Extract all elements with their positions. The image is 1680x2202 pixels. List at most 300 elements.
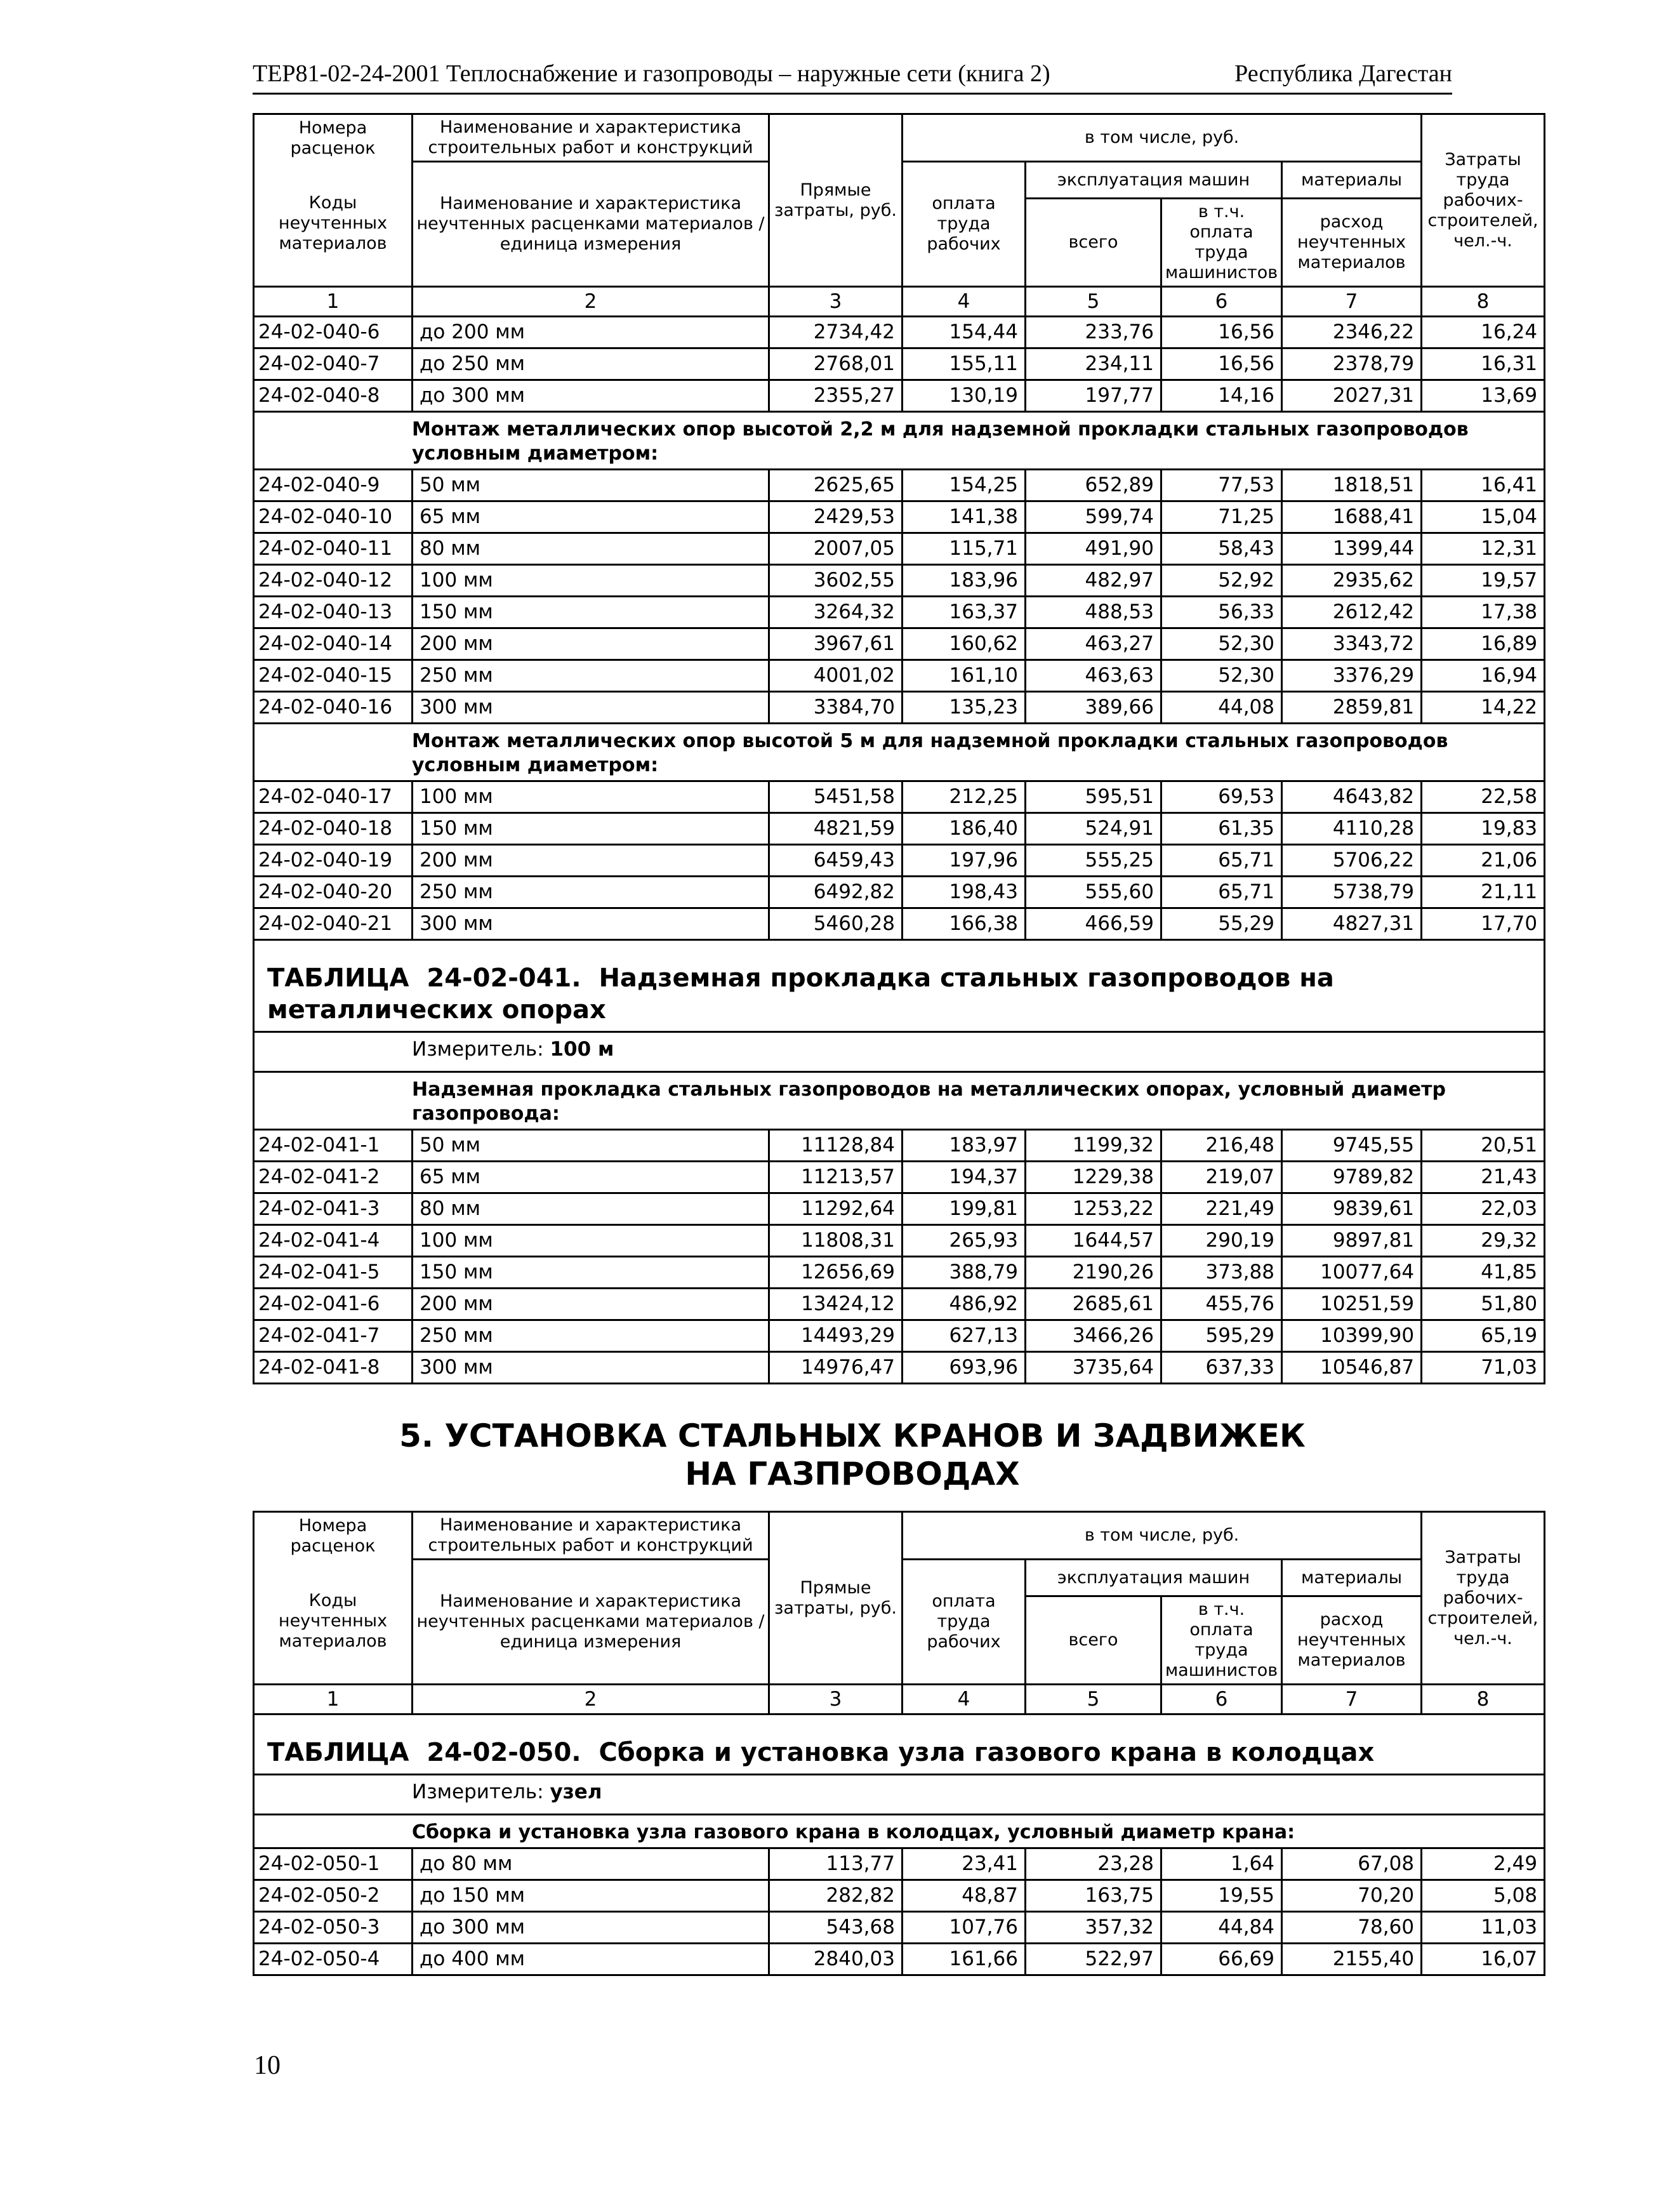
column-number: 4 <box>903 287 1026 317</box>
machines-total: 466,59 <box>1026 908 1161 940</box>
materials-cost: 4827,31 <box>1282 908 1422 940</box>
unit-label: Измеритель: <box>412 1038 544 1061</box>
machines-total: 2685,61 <box>1026 1289 1161 1320</box>
machines-total: 3735,64 <box>1026 1352 1161 1384</box>
machinist-wages: 455,76 <box>1161 1289 1282 1320</box>
column-number: 4 <box>903 1685 1026 1715</box>
table-row <box>254 1912 1545 1944</box>
work-description: 50 мм <box>413 1130 769 1162</box>
materials-cost: 9897,81 <box>1282 1225 1422 1257</box>
machines-total: 197,77 <box>1026 380 1161 412</box>
rate-code: 24-02-040-10 <box>254 501 413 533</box>
machinist-wages: 58,43 <box>1161 533 1282 565</box>
table-label: ТАБЛИЦА <box>267 1738 409 1767</box>
machinist-wages: 373,88 <box>1161 1257 1282 1289</box>
direct-costs: 2768,01 <box>769 348 903 380</box>
labor-wages: 48,87 <box>903 1880 1026 1912</box>
materials-cost: 10251,59 <box>1282 1289 1422 1320</box>
rate-code: 24-02-041-7 <box>254 1320 413 1352</box>
labor-hours: 5,08 <box>1422 1880 1545 1912</box>
rate-code: 24-02-041-2 <box>254 1162 413 1193</box>
table-row <box>254 1289 1545 1320</box>
unit-row <box>254 1032 1545 1072</box>
chapter-title-line: 5. УСТАНОВКА СТАЛЬНЫХ КРАНОВ И ЗАДВИЖЕК <box>399 1417 1306 1454</box>
table-row <box>254 317 1545 348</box>
labor-hours: 14,22 <box>1422 692 1545 724</box>
labor-hours: 51,80 <box>1422 1289 1545 1320</box>
rate-code: 24-02-040-12 <box>254 565 413 597</box>
direct-costs: 5460,28 <box>769 908 903 940</box>
column-number-row <box>254 1685 1545 1715</box>
rate-code: 24-02-040-20 <box>254 877 413 908</box>
col8-header: Затраты труда рабочих-строителей, чел.-ч. <box>1422 1512 1545 1685</box>
labor-hours: 20,51 <box>1422 1130 1545 1162</box>
col1-top-header: Номера расценок <box>254 114 413 162</box>
column-number: 8 <box>1422 287 1545 317</box>
machinist-wages: 55,29 <box>1161 908 1282 940</box>
rate-code: 24-02-050-1 <box>254 1848 413 1880</box>
work-description: 100 мм <box>413 565 769 597</box>
direct-costs: 13424,12 <box>769 1289 903 1320</box>
work-description: 80 мм <box>413 1193 769 1225</box>
labor-wages: 194,37 <box>903 1162 1026 1193</box>
table041-rows <box>254 1130 1545 1384</box>
table-title-row <box>254 1715 1545 1775</box>
rates-table-050 <box>253 1511 1545 1976</box>
rate-code: 24-02-040-14 <box>254 628 413 660</box>
work-description: 150 мм <box>413 813 769 845</box>
direct-costs: 6492,82 <box>769 877 903 908</box>
machinist-wages: 44,84 <box>1161 1912 1282 1944</box>
table050-rows <box>254 1848 1545 1975</box>
including-header: в том числе, руб. <box>903 114 1422 162</box>
labor-hours: 21,43 <box>1422 1162 1545 1193</box>
rate-code: 24-02-040-21 <box>254 908 413 940</box>
work-description: 250 мм <box>413 877 769 908</box>
table-title-row <box>254 940 1545 1032</box>
column-number: 7 <box>1282 1685 1422 1715</box>
unit-text <box>254 1775 1545 1815</box>
col5-header: всего <box>1026 1596 1161 1685</box>
col8-header: Затраты труда рабочих-строителей, чел.-ч. <box>1422 114 1545 287</box>
materials-cost: 5738,79 <box>1282 877 1422 908</box>
rate-code: 24-02-040-15 <box>254 660 413 692</box>
machines-total: 599,74 <box>1026 501 1161 533</box>
direct-costs: 2429,53 <box>769 501 903 533</box>
machines-total: 555,25 <box>1026 845 1161 877</box>
labor-hours: 17,38 <box>1422 597 1545 628</box>
column-number-row <box>254 287 1545 317</box>
labor-wages: 265,93 <box>903 1225 1026 1257</box>
direct-costs: 2355,27 <box>769 380 903 412</box>
running-header <box>253 55 1452 95</box>
col5-header: всего <box>1026 199 1161 287</box>
rate-code: 24-02-041-8 <box>254 1352 413 1384</box>
labor-wages: 627,13 <box>903 1320 1026 1352</box>
machines-total: 357,32 <box>1026 1912 1161 1944</box>
column-number: 5 <box>1026 287 1161 317</box>
column-number: 1 <box>254 287 413 317</box>
section-heading-text: Монтаж металлических опор высотой 5 м для надземной прокладки стальных газопроводов условным диаметром: <box>254 724 1545 781</box>
machines-total: 482,97 <box>1026 565 1161 597</box>
machines-total: 463,27 <box>1026 628 1161 660</box>
column-number: 8 <box>1422 1685 1545 1715</box>
machinist-wages: 65,71 <box>1161 845 1282 877</box>
table-row <box>254 692 1545 724</box>
work-description: 300 мм <box>413 1352 769 1384</box>
col3-header: Прямые затраты, руб. <box>769 114 903 287</box>
rate-code: 24-02-041-3 <box>254 1193 413 1225</box>
rate-code: 24-02-041-6 <box>254 1289 413 1320</box>
direct-costs: 3602,55 <box>769 565 903 597</box>
labor-hours: 17,70 <box>1422 908 1545 940</box>
labor-hours: 16,94 <box>1422 660 1545 692</box>
labor-wages: 183,97 <box>903 1130 1026 1162</box>
machines-total: 555,60 <box>1026 877 1161 908</box>
section-heading <box>254 724 1545 781</box>
unit-label: Измеритель: <box>412 1781 544 1803</box>
work-description: 65 мм <box>413 501 769 533</box>
machinist-wages: 66,69 <box>1161 1944 1282 1975</box>
machines-total: 522,97 <box>1026 1944 1161 1975</box>
machines-total: 491,90 <box>1026 533 1161 565</box>
labor-wages: 115,71 <box>903 533 1026 565</box>
labor-hours: 2,49 <box>1422 1848 1545 1880</box>
materials-cost: 9745,55 <box>1282 1130 1422 1162</box>
materials-cost: 1399,44 <box>1282 533 1422 565</box>
labor-hours: 12,31 <box>1422 533 1545 565</box>
work-description: до 250 мм <box>413 348 769 380</box>
table-row <box>254 1880 1545 1912</box>
machinist-wages: 61,35 <box>1161 813 1282 845</box>
rate-code: 24-02-040-9 <box>254 470 413 501</box>
materials-cost: 2859,81 <box>1282 692 1422 724</box>
direct-costs: 2007,05 <box>769 533 903 565</box>
rate-code: 24-02-040-6 <box>254 317 413 348</box>
labor-hours: 22,58 <box>1422 781 1545 813</box>
direct-costs: 11808,31 <box>769 1225 903 1257</box>
labor-wages: 388,79 <box>903 1257 1026 1289</box>
machines-total: 1644,57 <box>1026 1225 1161 1257</box>
materials-cost: 5706,22 <box>1282 845 1422 877</box>
column-number: 6 <box>1161 287 1282 317</box>
labor-wages: 107,76 <box>903 1912 1026 1944</box>
table-row <box>254 1944 1545 1975</box>
unit-value: узел <box>550 1781 602 1803</box>
table-title <box>254 1715 1545 1775</box>
machinist-wages: 16,56 <box>1161 348 1282 380</box>
machinist-wages: 595,29 <box>1161 1320 1282 1352</box>
work-description: до 80 мм <box>413 1848 769 1880</box>
labor-hours: 13,69 <box>1422 380 1545 412</box>
direct-costs: 3967,61 <box>769 628 903 660</box>
machines-header: эксплуатация машин <box>1026 162 1282 199</box>
table-row <box>254 1320 1545 1352</box>
labor-hours: 22,03 <box>1422 1193 1545 1225</box>
materials-cost: 10077,64 <box>1282 1257 1422 1289</box>
machines-total: 652,89 <box>1026 470 1161 501</box>
labor-hours: 16,24 <box>1422 317 1545 348</box>
machinist-wages: 56,33 <box>1161 597 1282 628</box>
direct-costs: 4821,59 <box>769 813 903 845</box>
work-description: 65 мм <box>413 1162 769 1193</box>
rate-code: 24-02-040-13 <box>254 597 413 628</box>
col1-bottom-header: Коды неучтенных материалов <box>254 162 413 287</box>
col1-top-header: Номера расценок <box>254 1512 413 1560</box>
labor-hours: 15,04 <box>1422 501 1545 533</box>
machines-total: 163,75 <box>1026 1880 1161 1912</box>
labor-wages: 198,43 <box>903 877 1026 908</box>
table-row <box>254 628 1545 660</box>
machines-total: 595,51 <box>1026 781 1161 813</box>
work-description: 150 мм <box>413 1257 769 1289</box>
machines-total: 23,28 <box>1026 1848 1161 1880</box>
labor-wages: 199,81 <box>903 1193 1026 1225</box>
materials-cost: 70,20 <box>1282 1880 1422 1912</box>
col2-bottom-header: Наименование и характеристика неучтенных расценками материалов / единица измерения <box>413 162 769 287</box>
section-heading <box>254 412 1545 470</box>
col4-header: оплата труда рабочих <box>903 162 1026 287</box>
col6-header: в т.ч. оплата труда машинистов <box>1161 1596 1282 1685</box>
materials-cost: 10399,90 <box>1282 1320 1422 1352</box>
machines-total: 1199,32 <box>1026 1130 1161 1162</box>
block3-rows <box>254 781 1545 940</box>
rate-code: 24-02-040-18 <box>254 813 413 845</box>
machinist-wages: 69,53 <box>1161 781 1282 813</box>
header-row <box>254 114 1545 162</box>
materials-header: материалы <box>1282 1560 1422 1596</box>
table-row <box>254 781 1545 813</box>
rate-code: 24-02-050-2 <box>254 1880 413 1912</box>
labor-hours: 29,32 <box>1422 1225 1545 1257</box>
materials-cost: 3343,72 <box>1282 628 1422 660</box>
machinist-wages: 216,48 <box>1161 1130 1282 1162</box>
col4-header: оплата труда рабочих <box>903 1560 1026 1685</box>
labor-hours: 21,06 <box>1422 845 1545 877</box>
table-row <box>254 348 1545 380</box>
direct-costs: 543,68 <box>769 1912 903 1944</box>
labor-wages: 183,96 <box>903 565 1026 597</box>
work-description: 250 мм <box>413 660 769 692</box>
labor-hours: 19,57 <box>1422 565 1545 597</box>
work-description: до 400 мм <box>413 1944 769 1975</box>
unit-text <box>254 1032 1545 1072</box>
materials-cost: 4643,82 <box>1282 781 1422 813</box>
machinist-wages: 52,30 <box>1161 628 1282 660</box>
table-row <box>254 877 1545 908</box>
labor-hours: 11,03 <box>1422 1912 1545 1944</box>
materials-cost: 3376,29 <box>1282 660 1422 692</box>
direct-costs: 2625,65 <box>769 470 903 501</box>
direct-costs: 6459,43 <box>769 845 903 877</box>
machines-total: 1253,22 <box>1026 1193 1161 1225</box>
col2-bottom-header: Наименование и характеристика неучтенных расценками материалов / единица измерения <box>413 1560 769 1685</box>
labor-wages: 135,23 <box>903 692 1026 724</box>
materials-cost: 67,08 <box>1282 1848 1422 1880</box>
rate-code: 24-02-050-4 <box>254 1944 413 1975</box>
materials-header: материалы <box>1282 162 1422 199</box>
materials-cost: 78,60 <box>1282 1912 1422 1944</box>
table-label: ТАБЛИЦА <box>267 964 409 993</box>
labor-hours: 16,41 <box>1422 470 1545 501</box>
direct-costs: 11292,64 <box>769 1193 903 1225</box>
work-description: до 300 мм <box>413 380 769 412</box>
table-row <box>254 565 1545 597</box>
chapter-title <box>253 1417 1452 1493</box>
table-row <box>254 1257 1545 1289</box>
machinist-wages: 65,71 <box>1161 877 1282 908</box>
machines-total: 3466,26 <box>1026 1320 1161 1352</box>
machines-total: 463,63 <box>1026 660 1161 692</box>
work-description: 50 мм <box>413 470 769 501</box>
unit-row <box>254 1775 1545 1815</box>
labor-wages: 161,10 <box>903 660 1026 692</box>
materials-cost: 1688,41 <box>1282 501 1422 533</box>
column-number: 1 <box>254 1685 413 1715</box>
labor-wages: 212,25 <box>903 781 1026 813</box>
labor-wages: 155,11 <box>903 348 1026 380</box>
direct-costs: 113,77 <box>769 1848 903 1880</box>
labor-hours: 41,85 <box>1422 1257 1545 1289</box>
table-row <box>254 597 1545 628</box>
document-title: ТЕР81-02-24-2001 Теплоснабжение и газопроводы – наружные сети (книга 2) <box>253 60 1050 87</box>
materials-cost: 2378,79 <box>1282 348 1422 380</box>
machinist-wages: 290,19 <box>1161 1225 1282 1257</box>
machines-total: 389,66 <box>1026 692 1161 724</box>
table-code: 24-02-041. <box>427 964 581 993</box>
work-description: до 200 мм <box>413 317 769 348</box>
work-description: до 150 мм <box>413 1880 769 1912</box>
table-row <box>254 813 1545 845</box>
direct-costs: 282,82 <box>769 1880 903 1912</box>
materials-cost: 2612,42 <box>1282 597 1422 628</box>
direct-costs: 5451,58 <box>769 781 903 813</box>
machinist-wages: 14,16 <box>1161 380 1282 412</box>
section-heading-text: Надземная прокладка стальных газопроводов на металлических опорах, условный диаметр газопровода: <box>254 1072 1545 1130</box>
work-description: 250 мм <box>413 1320 769 1352</box>
machinist-wages: 1,64 <box>1161 1848 1282 1880</box>
labor-wages: 23,41 <box>903 1848 1026 1880</box>
work-description: 300 мм <box>413 908 769 940</box>
column-number: 2 <box>413 287 769 317</box>
machinist-wages: 71,25 <box>1161 501 1282 533</box>
machinist-wages: 52,30 <box>1161 660 1282 692</box>
work-description: 150 мм <box>413 597 769 628</box>
work-description: до 300 мм <box>413 1912 769 1944</box>
region-name: Республика Дагестан <box>1234 60 1452 87</box>
col3-header: Прямые затраты, руб. <box>769 1512 903 1685</box>
table-row <box>254 908 1545 940</box>
table-code: 24-02-050. <box>427 1738 581 1767</box>
labor-wages: 163,37 <box>903 597 1026 628</box>
materials-cost: 9839,61 <box>1282 1193 1422 1225</box>
machinist-wages: 637,33 <box>1161 1352 1282 1384</box>
direct-costs: 4001,02 <box>769 660 903 692</box>
work-description: 200 мм <box>413 1289 769 1320</box>
materials-cost: 9789,82 <box>1282 1162 1422 1193</box>
labor-hours: 16,31 <box>1422 348 1545 380</box>
machines-header: эксплуатация машин <box>1026 1560 1282 1596</box>
machinist-wages: 16,56 <box>1161 317 1282 348</box>
machines-total: 233,76 <box>1026 317 1161 348</box>
rate-code: 24-02-050-3 <box>254 1912 413 1944</box>
machines-total: 234,11 <box>1026 348 1161 380</box>
machinist-wages: 221,49 <box>1161 1193 1282 1225</box>
labor-wages: 197,96 <box>903 845 1026 877</box>
machines-total: 488,53 <box>1026 597 1161 628</box>
col1-bottom-header: Коды неучтенных материалов <box>254 1560 413 1685</box>
materials-cost: 2027,31 <box>1282 380 1422 412</box>
table-row <box>254 1130 1545 1162</box>
materials-cost: 4110,28 <box>1282 813 1422 845</box>
column-number: 2 <box>413 1685 769 1715</box>
labor-wages: 486,92 <box>903 1289 1026 1320</box>
col2-top-header: Наименование и характеристика строительных работ и конструкций <box>413 1512 769 1560</box>
table-row <box>254 533 1545 565</box>
table-row <box>254 660 1545 692</box>
labor-wages: 186,40 <box>903 813 1026 845</box>
materials-cost: 2935,62 <box>1282 565 1422 597</box>
machinist-wages: 44,08 <box>1161 692 1282 724</box>
machinist-wages: 19,55 <box>1161 1880 1282 1912</box>
table-row <box>254 1193 1545 1225</box>
including-header: в том числе, руб. <box>903 1512 1422 1560</box>
rate-code: 24-02-041-1 <box>254 1130 413 1162</box>
rates-table-main <box>253 113 1545 1384</box>
rate-code: 24-02-041-5 <box>254 1257 413 1289</box>
rate-code: 24-02-040-8 <box>254 380 413 412</box>
labor-wages: 160,62 <box>903 628 1026 660</box>
direct-costs: 3384,70 <box>769 692 903 724</box>
labor-hours: 71,03 <box>1422 1352 1545 1384</box>
work-description: 100 мм <box>413 781 769 813</box>
labor-hours: 21,11 <box>1422 877 1545 908</box>
direct-costs: 11213,57 <box>769 1162 903 1193</box>
column-number: 3 <box>769 287 903 317</box>
work-description: 200 мм <box>413 628 769 660</box>
labor-hours: 65,19 <box>1422 1320 1545 1352</box>
section-heading <box>254 1072 1545 1130</box>
page-number: 10 <box>254 2051 281 2080</box>
labor-hours: 16,07 <box>1422 1944 1545 1975</box>
direct-costs: 14976,47 <box>769 1352 903 1384</box>
materials-cost: 2155,40 <box>1282 1944 1422 1975</box>
machines-total: 524,91 <box>1026 813 1161 845</box>
block2-rows <box>254 470 1545 724</box>
header-row <box>254 1512 1545 1560</box>
rate-code: 24-02-040-11 <box>254 533 413 565</box>
rate-code: 24-02-040-16 <box>254 692 413 724</box>
rate-code: 24-02-040-17 <box>254 781 413 813</box>
table-name: Сборка и установка узла газового крана в колодцах <box>599 1738 1375 1767</box>
col6-header: в т.ч. оплата труда машинистов <box>1161 199 1282 287</box>
table-row <box>254 380 1545 412</box>
labor-wages: 130,19 <box>903 380 1026 412</box>
table-row <box>254 845 1545 877</box>
unit-value: 100 м <box>550 1038 614 1061</box>
table-row <box>254 1225 1545 1257</box>
machines-total: 1229,38 <box>1026 1162 1161 1193</box>
labor-wages: 154,25 <box>903 470 1026 501</box>
machinist-wages: 52,92 <box>1161 565 1282 597</box>
direct-costs: 14493,29 <box>769 1320 903 1352</box>
table-row <box>254 1848 1545 1880</box>
labor-wages: 154,44 <box>903 317 1026 348</box>
machinist-wages: 219,07 <box>1161 1162 1282 1193</box>
labor-wages: 166,38 <box>903 908 1026 940</box>
labor-wages: 161,66 <box>903 1944 1026 1975</box>
col7-header: расход неучтенных материалов <box>1282 199 1422 287</box>
